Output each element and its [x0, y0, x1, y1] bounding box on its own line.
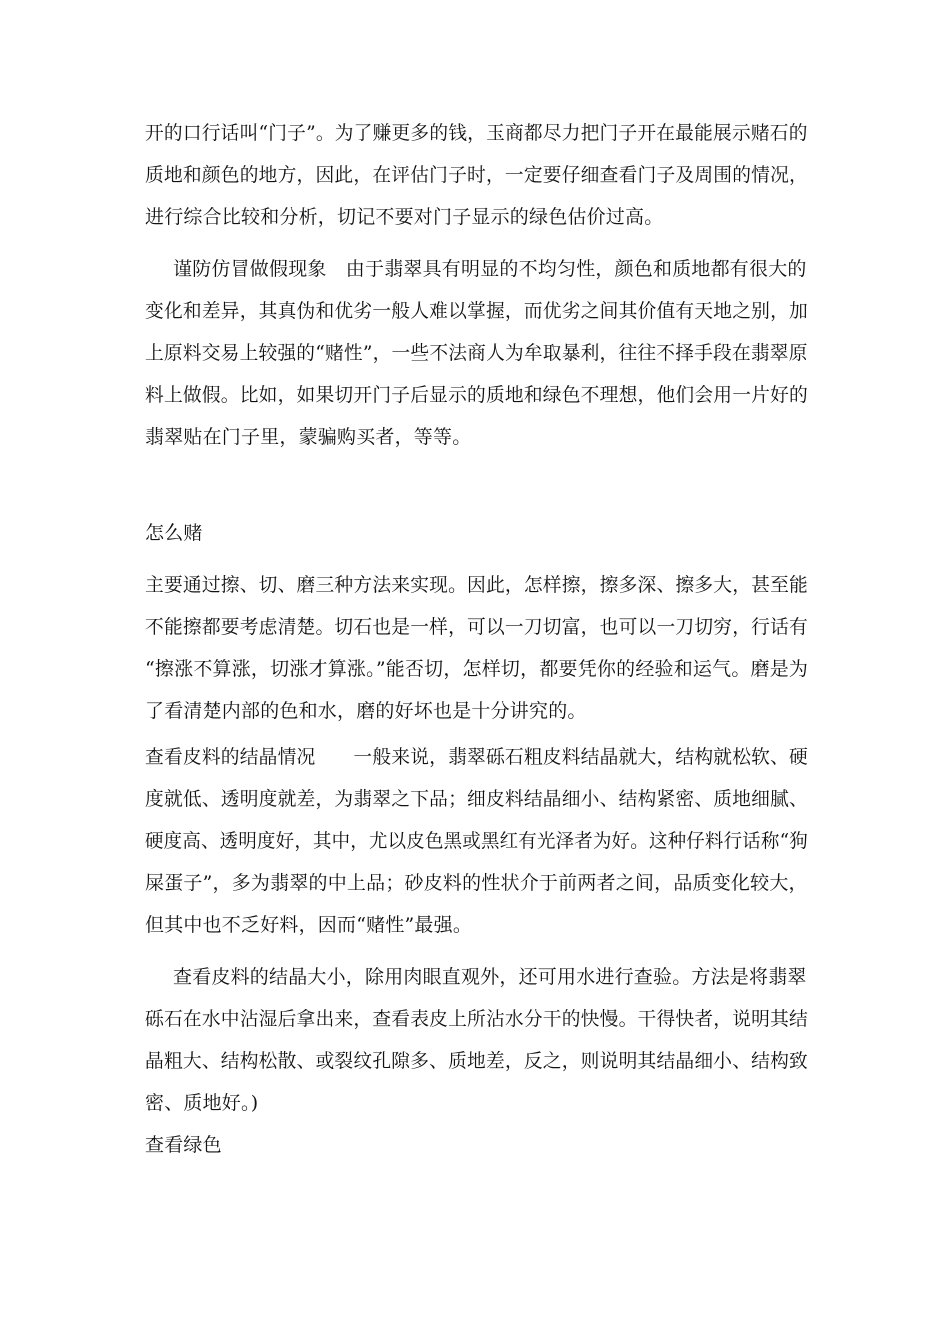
paragraph-line: 晶粗大、结构松散、或裂纹孔隙多、质地差，反之，则说明其结晶细小、结构致 [145, 1050, 809, 1072]
paragraph-line: 硬度高、透明度好，其中，尤以皮色黑或黑红有光泽者为好。这种仔料行话称“狗 [145, 830, 808, 852]
paragraph-line: 度就低、透明度就差，为翡翠之下品；细皮料结晶细小、结构紧密、质地细腻、 [145, 788, 809, 810]
section-heading: 怎么赌 [145, 522, 203, 544]
paragraph-line: 了看清楚内部的色和水，磨的好坏也是十分讲究的。 [145, 700, 587, 722]
paragraph-line: 开的口行话叫“门子”。为了赚更多的钱，玉商都尽力把门子开在最能展示赌石的 [145, 122, 808, 144]
paragraph-line: 变化和差异，其真伪和优劣一般人难以掌握，而优劣之间其价值有天地之别，加 [145, 300, 809, 322]
paragraph-line: 料上做假。比如，如果切开门子后显示的质地和绿色不理想，他们会用一片好的 [145, 384, 809, 406]
paragraph-line: 进行综合比较和分析，切记不要对门子显示的绿色估价过高。 [145, 206, 664, 228]
paragraph-line: “擦涨不算涨，切涨才算涨。”能否切，怎样切，都要凭你的经验和运气。磨是为 [145, 658, 809, 680]
paragraph-line: 质地和颜色的地方，因此，在评估门子时，一定要仔细查看门子及周围的情况， [145, 164, 809, 186]
paragraph-line: 翡翠贴在门子里，蒙骗购买者，等等。 [145, 426, 472, 448]
paragraph-line: 密、质地好。) [145, 1092, 259, 1114]
paragraph-line: 谨防仿冒做假现象 由于翡翠具有明显的不均匀性，颜色和质地都有很大的 [173, 258, 807, 280]
paragraph-line: 屎蛋子”，多为翡翠的中上品；砂皮料的性状介于前两者之间，品质变化较大， [145, 872, 808, 894]
paragraph-line: 不能擦都要考虑清楚。切石也是一样，可以一刀切富，也可以一刀切穷，行话有 [145, 616, 809, 638]
paragraph-line: 上原料交易上较强的“赌性”，一些不法商人为牟取暴利，往往不择手段在翡翠原 [145, 342, 808, 364]
paragraph-line: 主要通过擦、切、磨三种方法来实现。因此，怎样擦，擦多深、擦多大，甚至能 [145, 574, 809, 596]
paragraph-line: 砾石在水中沾湿后拿出来，查看表皮上所沾水分干的快慢。干得快者，说明其结 [145, 1008, 809, 1030]
paragraph-line: 查看皮料的结晶大小，除用肉眼直观外，还可用水进行查验。方法是将翡翠 [173, 966, 807, 988]
section-heading: 查看绿色 [145, 1134, 222, 1156]
paragraph-line: 查看皮料的结晶情况 一般来说，翡翠砾石粗皮料结晶就大，结构就松软、硬 [145, 746, 809, 768]
paragraph-line: 但其中也不乏好料，因而“赌性”最强。 [145, 914, 473, 936]
